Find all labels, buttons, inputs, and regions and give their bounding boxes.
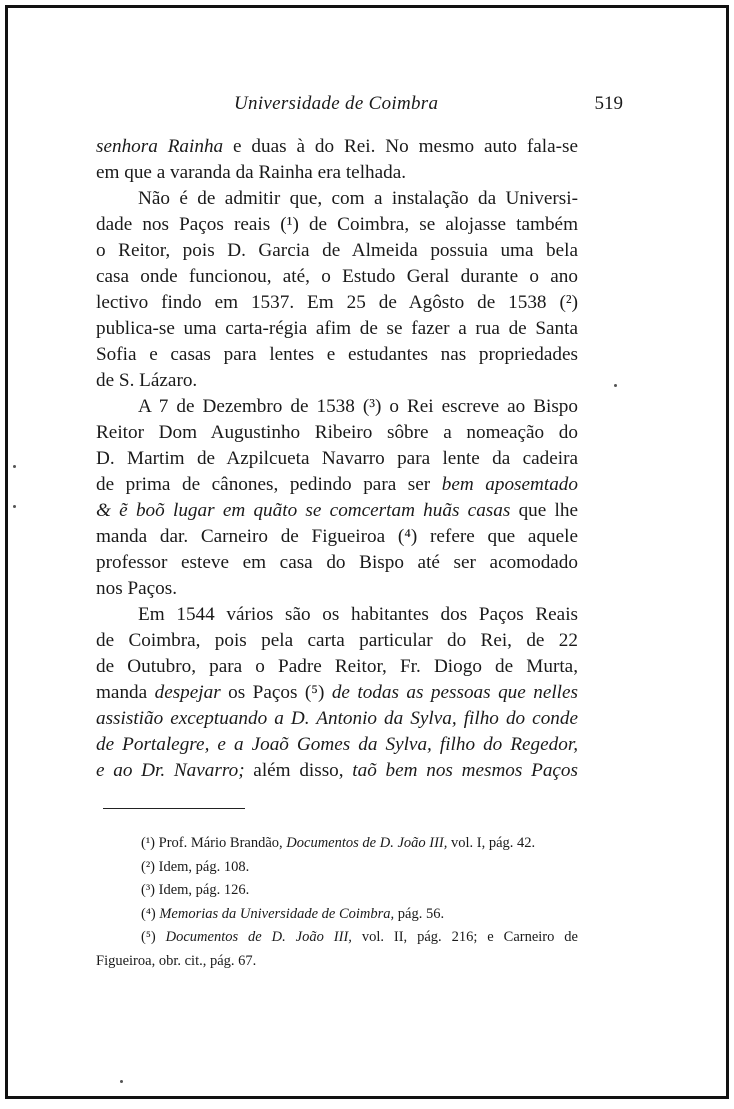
paragraph-3 [96,394,578,602]
text-line: de S. Lázaro. [96,370,198,391]
text-line: Em 1544 vários são os habitantes dos Paços Reais [138,604,578,625]
text-line: Reitor Dom Augustinho Ribeiro sôbre a nomeação do [96,422,578,443]
body-text [96,134,578,784]
page-number: 519 [594,93,623,114]
text-line: manda despejar os Paços (⁵) de todas as pessoas que nelles [96,682,578,703]
footnotes [96,832,578,973]
text-line: nos Paços. [96,578,178,599]
text-line: assistião exceptuando a D. Antonio da Sylva, filho do conde [96,708,578,729]
text-line: o Reitor, pois D. Garcia de Almeida possuia uma bela [96,240,578,261]
text-line: lectivo findo em 1537. Em 25 de Agôsto de 1538 (²) [96,292,578,313]
text-line: de Portalegre, e a Joaõ Gomes da Sylva, filho do Regedor, [96,734,578,755]
paragraph-2 [96,186,578,394]
footnote-3: (³) Idem, pág. 126. [141,882,250,898]
paragraph-4 [96,602,578,784]
footnote-1: (¹) Prof. Mário Brandão, Documentos de D. João III, vol. I, pág. 42. [141,835,536,851]
book-page [5,5,729,1099]
text-line: senhora Rainha e duas à do Rei. No mesmo auto fala-se [96,136,578,157]
page-header [96,93,623,123]
footnote-5-continued: Figueiroa, obr. cit., pág. 67. [96,952,257,969]
text-line: Sofia e casas para lentes e estudantes nas propriedades [96,344,578,365]
footnote-2: (²) Idem, pág. 108. [141,858,250,875]
page-border-top [8,5,726,8]
speck-mark [13,505,16,508]
footnote-separator [103,808,245,809]
text-line: manda dar. Carneiro de Figueiroa (⁴) refere que aquele [96,526,578,547]
text-line: D. Martim de Azpilcueta Navarro para lente da cadeira [96,448,578,469]
text-line: em que a varanda da Rainha era telhada. [96,162,407,183]
running-head: Universidade de Coimbra [234,93,439,114]
text-line: A 7 de Dezembro de 1538 (³) o Rei escreve ao Bispo [138,396,578,417]
speck-mark [13,465,16,468]
text-line: de Outubro, para o Padre Reitor, Fr. Diogo de Murta, [96,656,578,677]
footnote-5: (⁵) Documentos de D. João III, vol. II, pág. 216; e Carneiro de [141,929,578,945]
text-line: e ao Dr. Navarro; além disso, taõ bem nos mesmos Paços [96,760,578,781]
speck-mark [120,1080,123,1083]
text-line: & ẽ boõ lugar em quãto se comcertam huãs casas que lhe [96,500,578,521]
text-line: casa onde funcionou, até, o Estudo Geral durante o ano [96,266,578,287]
paragraph-1 [96,134,578,186]
text-line: publica-se uma carta-régia afim de se fazer a rua de Santa [96,318,578,339]
text-line: professor esteve em casa do Bispo até ser acomodado [96,552,578,573]
text-line: de prima de cânones, pedindo para ser bem aposemtado [96,474,578,495]
text-line: dade nos Paços reais (¹) de Coimbra, se alojasse também [96,214,578,235]
text-line: de Coimbra, pois pela carta particular do Rei, de 22 [96,630,578,651]
footnote-4: (⁴) Memorias da Universidade de Coimbra, pág. 56. [141,905,445,922]
text-line: Não é de admitir que, com a instalação da Universi- [138,188,578,209]
speck-mark [614,384,617,387]
